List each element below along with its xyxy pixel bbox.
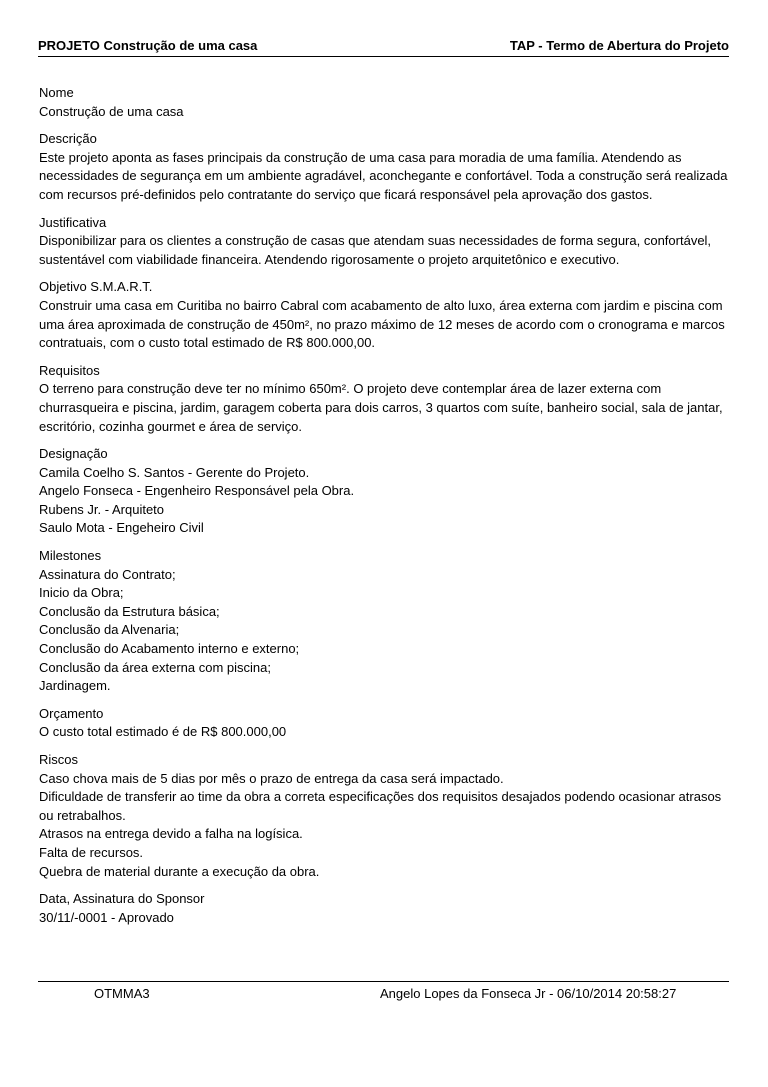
section-nome xyxy=(39,84,729,121)
section-label: Designação xyxy=(39,446,108,462)
section-label: Descrição xyxy=(39,131,97,147)
section-label: Data, Assinatura do Sponsor xyxy=(39,891,205,907)
list-item: Conclusão da Estrutura básica; xyxy=(39,603,220,619)
list-item: Conclusão da Alvenaria; xyxy=(39,622,180,638)
section-requisitos xyxy=(39,362,729,436)
section-text: O custo total estimado é de R$ 800.000,00 xyxy=(39,724,287,740)
list-item: Assinatura do Contrato; xyxy=(39,566,176,582)
section-orcamento xyxy=(39,705,729,742)
list-item: Falta de recursos. xyxy=(39,844,144,860)
section-designacao xyxy=(39,445,729,538)
list-item: Conclusão da área externa com piscina; xyxy=(39,659,271,675)
list-item: Quebra de material durante a execução da obra. xyxy=(39,863,320,879)
list-item: Atrasos na entrega devido a falha na logísica. xyxy=(39,826,303,842)
section-label: Justificativa xyxy=(39,214,107,230)
footer-code: OTMMA3 xyxy=(94,986,150,1001)
list-item: Saulo Mota - Engeheiro Civil xyxy=(39,520,204,536)
section-text: Este projeto aponta as fases principais da construção de uma casa para moradia de uma família. Atendendo as necessidades de segurança em um ambiente agradável, aconchegante e confortável. Toda a construção será realizada com recursos pré-definidos pelo contratante do serviço que ficará responsável pela aprovação dos gastos. xyxy=(39,149,728,202)
section-label: Milestones xyxy=(39,548,102,564)
document-type: TAP - Termo de Abertura do Projeto xyxy=(509,38,729,53)
section-label: Requisitos xyxy=(39,362,100,378)
list-item: Conclusão do Acabamento interno e externo; xyxy=(39,641,300,657)
list-item: Caso chova mais de 5 dias por mês o prazo de entrega da casa será impactado. xyxy=(39,770,504,786)
list-item: Dificuldade de transferir ao time da obra a correta especificações dos requisitos desajados podendo ocasionar atrasos ou retrabalhos. xyxy=(39,789,722,823)
list-item: Inicio da Obra; xyxy=(39,585,124,601)
list-item: Angelo Fonseca - Engenheiro Responsável pela Obra. xyxy=(39,483,355,499)
section-label: Orçamento xyxy=(39,705,104,721)
section-text: Disponibilizar para os clientes a construção de casas que atendam suas necessidades de forma segura, confortável, sustentável com viabilidade financeira. Atendendo rigorosamente o projeto arquitetônico e executivo. xyxy=(39,233,712,267)
section-objetivo xyxy=(39,278,729,352)
section-riscos xyxy=(39,751,729,881)
section-text: Construção de uma casa xyxy=(39,103,184,119)
list-item: Camila Coelho S. Santos - Gerente do Projeto. xyxy=(39,464,310,480)
section-label: Objetivo S.M.A.R.T. xyxy=(39,279,153,295)
section-label: Riscos xyxy=(39,752,79,767)
footer-author-timestamp: Angelo Lopes da Fonseca Jr - 06/10/2014 20:58:27 xyxy=(380,986,677,1001)
page-footer xyxy=(38,981,729,1002)
section-sponsor xyxy=(39,890,729,927)
section-text: 30/11/-0001 - Aprovado xyxy=(39,909,174,925)
section-milestones xyxy=(39,547,729,696)
document-body xyxy=(39,84,729,936)
section-label: Nome xyxy=(39,85,74,100)
list-item: Rubens Jr. - Arquiteto xyxy=(39,501,165,517)
section-text: Construir uma casa em Curitiba no bairro Cabral com acabamento de alto luxo, área externa com jardim e piscina com uma área aproximada de construção de 450m², no prazo máximo de 12 meses de acordo com o cronograma e marcos contratuais, com o custo total estimado de R$ 800.000,00. xyxy=(39,297,725,351)
section-justificativa xyxy=(39,214,729,270)
section-descricao xyxy=(39,130,729,204)
list-item: Jardinagem. xyxy=(39,678,111,694)
project-title: PROJETO Construção de uma casa xyxy=(38,38,258,53)
section-text: O terreno para construção deve ter no mínimo 650m². O projeto deve contemplar área de lazer externa com churrasqueira e piscina, jardim, garagem coberta para dois carros, 3 quartos com suíte, banheiro social, sala de jantar, escritório, cozinha gourmet e área de serviço. xyxy=(39,381,723,434)
page-header xyxy=(38,38,729,57)
